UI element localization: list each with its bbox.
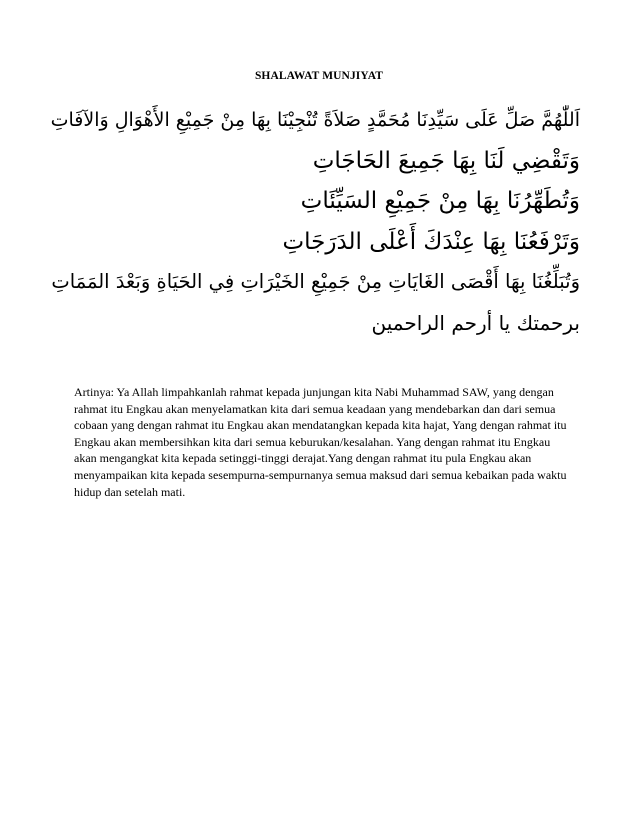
arabic-line-3: وَتُطَهِّرُنَا بِهَا مِنْ جَمِيْعِ السَيِّئَاتِ <box>300 188 580 214</box>
arabic-line-1: اَللّٰهُمَّ صَلِّ عَلَى سَيِّدِنَا مُحَمَّدٍ صَلاَةً تُنْجِيْنَا بِهَا مِنْ جَمِيْعِ الأَهْوَالِ وَالآفَاتِ <box>50 109 580 131</box>
arabic-line-4: وَتَرْفَعُنَا بِهَا عِنْدَكَ أَعْلَى الدَرَجَاتِ <box>282 228 580 255</box>
arabic-line-2: وَتَقْضِي لَنَا بِهَا جَمِيعَ الحَاجَاتِ <box>312 147 580 174</box>
translation-paragraph: Artinya: Ya Allah limpahkanlah rahmat kepada junjungan kita Nabi Muhammad SAW, yang dengan rahmat itu Engkau akan menyelamatkan kita dari semua keadaan yang mendebarkan dan dari semua cobaan yang dengan rahmat itu Engkau akan mendatangkan kepada kita hajat, Yang dengan rahmat itu Engkau akan membersihkan kita dari semua keburukan/kesalahan. Yang dengan rahmat itu Engkau akan mengangkat kita kepada setinggi-tinggi derajat.Yang dengan rahmat itu pula Engkau akan menyampaikan kita kepada sesempurna-sempurnanya semua maksud dari semua kebaikan pada waktu hidup dan setelah mati. <box>74 385 567 499</box>
arabic-line-5: وَتُبَلِّغُنَا بِهَا أَقْصَى الغَايَاتِ مِنْ جَمِيْعِ الخَيْرَاتِ فِي الحَيَاةِ وَبَعْدَ المَمَاتِ <box>51 270 580 293</box>
document-title: SHALAWAT MUNJIYAT <box>254 70 384 82</box>
arabic-prayer-text <box>40 100 580 343</box>
arabic-line-6: برحمتك يا أرحم الراحمين <box>371 310 580 335</box>
